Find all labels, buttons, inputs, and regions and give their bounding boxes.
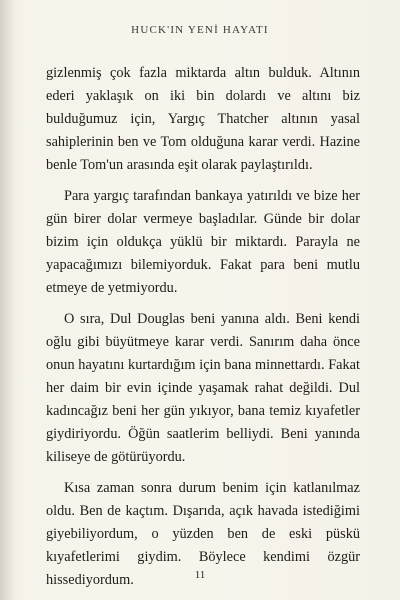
- page-number: 11: [194, 569, 206, 581]
- running-head: HUCK'IN YENİ HAYATI: [131, 24, 269, 36]
- paragraph-3: O sıra, Dul Douglas beni yanına aldı. Beni kendi oğlu gibi büyütmeye karar verdi. Sanırım daha önce onun hayatını kurtardığım için bana minnettardı. Fakat her daim bir evin içinde yaşamak rahat değildi. Dul kadıncağız beni her gün yıkıyor, bana temiz kıyafetler giydiriyordu. Öğün saatlerim belliydi. Beni yanında kiliseye de götürüyordu.: [46, 311, 360, 465]
- paragraph-4: Kısa zaman sonra durum benim için katlanılmaz oldu. Ben de kaçtım. Dışarıda, açık havada istediğimi giyebiliyordum, o yüzden ben de eski püskü kıyafetlerimi giydim. Böylece kendimi özgür hissediyordum.: [46, 480, 360, 588]
- gutter-shadow: [0, 0, 14, 600]
- paragraph-1: gizlenmiş çok fazla miktarda altın bulduk. Altının ederi yaklaşık on iki bin dolardı ve altını biz bulduğumuz için, Yargıç Thatcher altının yasal sahiplerinin ben ve Tom olduğuna karar verdi. Hazine benle Tom'un arasında eşit olarak paylaştırıldı.: [46, 65, 360, 173]
- paragraph-2: Para yargıç tarafından bankaya yatırıldı ve bize her gün birer dolar vermeye başladılar. Günde bir dolar bizim için oldukça yüklü bir miktardı. Parayla ne yapacağımızı bilemiyorduk. Fakat para beni mutlu etmeye de yetmiyordu.: [46, 188, 360, 296]
- body-text: [46, 62, 360, 592]
